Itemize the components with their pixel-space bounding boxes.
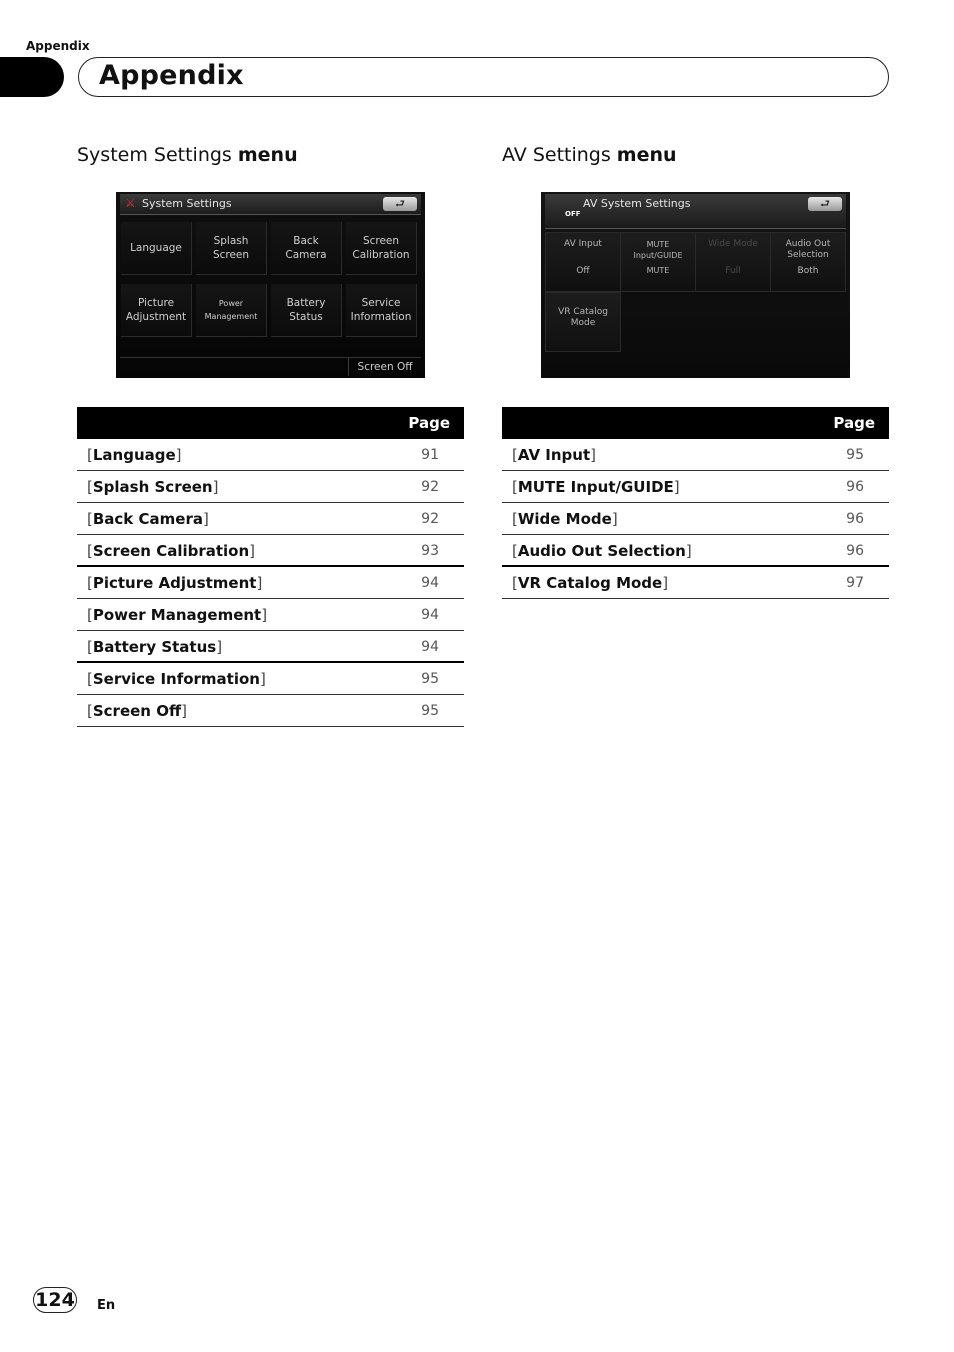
av-button-vr-catalog-mode[interactable] xyxy=(545,292,621,352)
row-label: [Audio Out Selection] xyxy=(512,542,692,560)
back-arrow-icon[interactable]: ⮐ xyxy=(383,197,417,211)
settings-icon: ⚔ xyxy=(125,196,136,210)
table-row xyxy=(77,567,464,599)
section-tag: Appendix xyxy=(26,39,90,53)
row-name: Audio Out Selection xyxy=(517,542,686,560)
table-row xyxy=(77,535,464,567)
row-label: [Power Management] xyxy=(87,606,268,624)
table-row xyxy=(77,631,464,663)
av-button-mute-input-guide[interactable] xyxy=(620,232,696,292)
table-row xyxy=(77,599,464,631)
section-tab-marker xyxy=(0,57,64,97)
table-row xyxy=(77,663,464,695)
av-button-label: AV Input xyxy=(564,239,602,249)
row-name: VR Catalog Mode xyxy=(517,574,663,592)
av-button-label: Audio Out Selection xyxy=(785,239,831,260)
row-page: 96 xyxy=(846,543,864,559)
av-button-wide-mode[interactable] xyxy=(695,232,771,292)
row-page: 95 xyxy=(846,447,864,463)
screen-button-screen-calibration[interactable]: Screen Calibration xyxy=(346,222,417,275)
table-row xyxy=(502,567,889,599)
av-button-label: Wide Mode xyxy=(708,239,758,249)
av-button-value: Off xyxy=(576,266,590,276)
row-label: [Back Camera] xyxy=(87,510,209,528)
av-button-label: VR Catalog Mode xyxy=(558,307,608,328)
row-page: 95 xyxy=(421,671,439,687)
page-number: 124 xyxy=(33,1287,77,1313)
system-settings-table xyxy=(77,407,464,727)
screen-title-bar xyxy=(545,194,846,229)
table-row xyxy=(502,535,889,567)
row-page: 97 xyxy=(846,575,864,591)
row-page: 96 xyxy=(846,479,864,495)
row-page: 92 xyxy=(421,511,439,527)
row-page: 95 xyxy=(421,703,439,719)
av-settings-table xyxy=(502,407,889,599)
row-label: [Service Information] xyxy=(87,670,266,688)
av-settings-screenshot xyxy=(541,192,850,378)
screen-button-back-camera[interactable]: Back Camera xyxy=(271,222,342,275)
back-arrow-icon[interactable]: ⮐ xyxy=(808,197,842,211)
system-settings-heading-text: System Settings xyxy=(77,144,238,166)
screen-button-power-management[interactable]: Power Management xyxy=(196,284,267,337)
row-label: [Splash Screen] xyxy=(87,478,219,496)
row-name: Screen Calibration xyxy=(92,542,250,560)
row-name: Splash Screen xyxy=(92,478,213,496)
page-title: Appendix xyxy=(99,60,244,91)
table-row xyxy=(77,439,464,471)
page-column-header: Page xyxy=(833,414,875,432)
av-settings-heading xyxy=(502,144,677,166)
av-button-value: MUTE xyxy=(646,266,670,275)
row-page: 96 xyxy=(846,511,864,527)
row-label: [Picture Adjustment] xyxy=(87,574,263,592)
av-button-value: Both xyxy=(797,266,819,276)
table-row xyxy=(502,471,889,503)
row-name: AV Input xyxy=(517,446,591,464)
row-page: 94 xyxy=(421,575,439,591)
system-settings-heading xyxy=(77,144,298,166)
av-button-label: MUTE Input/GUIDE xyxy=(633,240,683,260)
row-name: Screen Off xyxy=(92,702,182,720)
off-badge: OFF xyxy=(565,210,581,218)
row-label: [Wide Mode] xyxy=(512,510,618,528)
screen-button-service-information[interactable]: Service Information xyxy=(346,284,417,337)
row-page: 93 xyxy=(421,543,439,559)
row-name: Wide Mode xyxy=(517,510,612,528)
screen-title: System Settings xyxy=(142,197,232,210)
row-name: Language xyxy=(92,446,176,464)
screen-title: AV System Settings xyxy=(583,197,691,210)
row-label: [AV Input] xyxy=(512,446,596,464)
page-column-header: Page xyxy=(408,414,450,432)
screen-button-language[interactable]: Language xyxy=(121,222,192,275)
table-header xyxy=(502,407,889,439)
row-name: Service Information xyxy=(92,670,260,688)
row-label: [Language] xyxy=(87,446,182,464)
screen-button-battery-status[interactable]: Battery Status xyxy=(271,284,342,337)
row-label: [MUTE Input/GUIDE] xyxy=(512,478,680,496)
av-settings-heading-bold: menu xyxy=(616,144,677,166)
row-label: [Battery Status] xyxy=(87,638,223,656)
row-name: MUTE Input/GUIDE xyxy=(517,478,674,496)
row-page: 94 xyxy=(421,639,439,655)
av-button-audio-out-selection[interactable] xyxy=(770,232,846,292)
table-row xyxy=(77,503,464,535)
table-header xyxy=(77,407,464,439)
row-page: 94 xyxy=(421,607,439,623)
row-label: [Screen Calibration] xyxy=(87,542,256,560)
row-page: 91 xyxy=(421,447,439,463)
row-page: 92 xyxy=(421,479,439,495)
table-row xyxy=(77,695,464,727)
table-row xyxy=(502,439,889,471)
language-tag: En xyxy=(97,1298,116,1313)
screen-off-button[interactable]: Screen Off xyxy=(348,358,421,376)
screen-title-bar xyxy=(120,194,421,215)
row-label: [VR Catalog Mode] xyxy=(512,574,669,592)
system-settings-heading-bold: menu xyxy=(237,144,298,166)
table-row xyxy=(77,471,464,503)
row-name: Battery Status xyxy=(92,638,217,656)
row-name: Back Camera xyxy=(92,510,203,528)
row-label: [Screen Off] xyxy=(87,702,187,720)
av-button-av-input[interactable] xyxy=(545,232,621,292)
av-button-value: Full xyxy=(725,266,741,276)
av-settings-heading-text: AV Settings xyxy=(502,144,617,166)
screen-button-splash-screen[interactable]: Splash Screen xyxy=(196,222,267,275)
row-name: Picture Adjustment xyxy=(92,574,257,592)
row-name: Power Management xyxy=(92,606,262,624)
table-row xyxy=(502,503,889,535)
page-title-banner xyxy=(78,57,889,97)
screen-button-picture-adjustment[interactable]: Picture Adjustment xyxy=(121,284,192,337)
system-settings-screenshot xyxy=(116,192,425,378)
